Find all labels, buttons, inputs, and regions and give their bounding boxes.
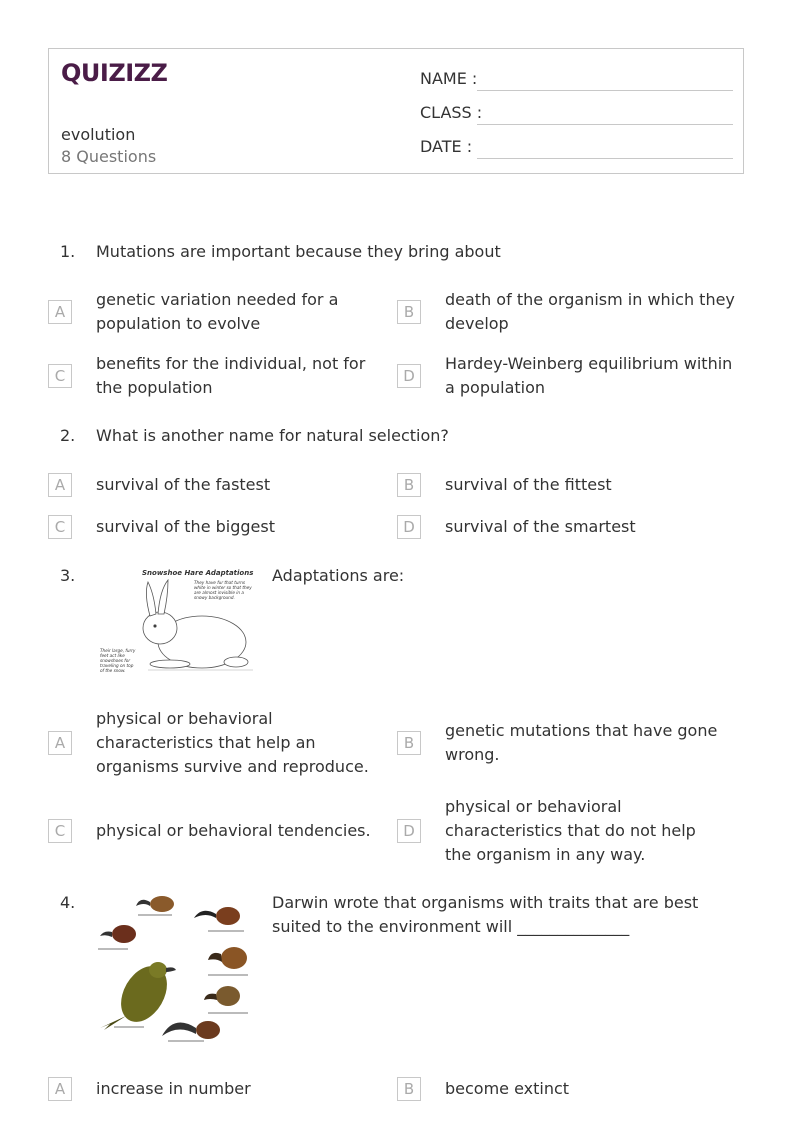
option-text: physical or behavioral tendencies.: [96, 821, 371, 840]
option-box-c[interactable]: C: [48, 364, 72, 388]
question-number: 4.: [60, 893, 76, 912]
option-text: Hardey-Weinberg equilibrium within a population: [445, 354, 733, 397]
option-box-b[interactable]: B: [397, 300, 421, 324]
option-text: increase in number: [96, 1079, 251, 1098]
bird-head-icons: [100, 896, 247, 1039]
question-text: Adaptations are:: [272, 566, 405, 585]
question-number: 3.: [60, 566, 76, 585]
option-text: survival of the biggest: [96, 517, 275, 536]
class-line[interactable]: [477, 123, 733, 125]
option-box-a[interactable]: A: [48, 300, 72, 324]
option-text: genetic variation needed for a population to evolve: [96, 290, 339, 333]
question-number: 2.: [60, 426, 76, 445]
name-label: NAME :: [420, 69, 478, 88]
question-count: 8 Questions: [61, 147, 157, 166]
option-text: physical or behavioral characteristics that do not help the organism in any way.: [445, 797, 696, 864]
option-text: physical or behavioral characteristics that help an organisms survive and reproduce.: [96, 709, 369, 776]
image-note-right: They have fur that turns white in winter so that they are almost invisible in a snowy background.: [194, 580, 252, 600]
worksheet-header: [48, 48, 744, 174]
option-box-c[interactable]: C: [48, 515, 72, 539]
finches-beaks-image: [96, 888, 258, 1050]
snowshoe-hare-image: [98, 564, 258, 682]
option-text: survival of the fastest: [96, 475, 271, 494]
quizizz-logo: QUIZIZZ: [61, 59, 168, 87]
option-text: death of the organism in which they develop: [445, 290, 735, 333]
question-text: Darwin wrote that organisms with traits that are best suited to the environment will ______________: [272, 893, 699, 936]
question-number: 1.: [60, 242, 76, 261]
date-label: DATE :: [420, 137, 473, 156]
image-caption: Snowshoe Hare Adaptations: [142, 569, 254, 577]
quiz-title: evolution: [61, 125, 136, 144]
option-box-b[interactable]: B: [397, 731, 421, 755]
option-box-b[interactable]: B: [397, 1077, 421, 1101]
option-text: become extinct: [445, 1079, 570, 1098]
option-text: survival of the fittest: [445, 475, 612, 494]
option-text: survival of the smartest: [445, 517, 636, 536]
option-text: genetic mutations that have gone wrong.: [445, 721, 718, 764]
option-box-a[interactable]: A: [48, 473, 72, 497]
question-text: What is another name for natural selection?: [96, 426, 449, 445]
class-label: CLASS :: [420, 103, 483, 122]
option-box-a[interactable]: A: [48, 1077, 72, 1101]
option-box-c[interactable]: C: [48, 819, 72, 843]
date-line[interactable]: [477, 157, 733, 159]
option-text: benefits for the individual, not for the population: [96, 354, 366, 397]
option-box-b[interactable]: B: [397, 473, 421, 497]
name-line[interactable]: [477, 89, 733, 91]
image-note-left: Their large, furry feet act like snowshoes for traveling on top of the snow.: [100, 648, 136, 673]
option-box-a[interactable]: A: [48, 731, 72, 755]
option-box-d[interactable]: D: [397, 819, 421, 843]
option-box-d[interactable]: D: [397, 364, 421, 388]
option-box-d[interactable]: D: [397, 515, 421, 539]
question-text: Mutations are important because they bring about: [96, 242, 501, 261]
bird-body-icon: [100, 958, 176, 1030]
